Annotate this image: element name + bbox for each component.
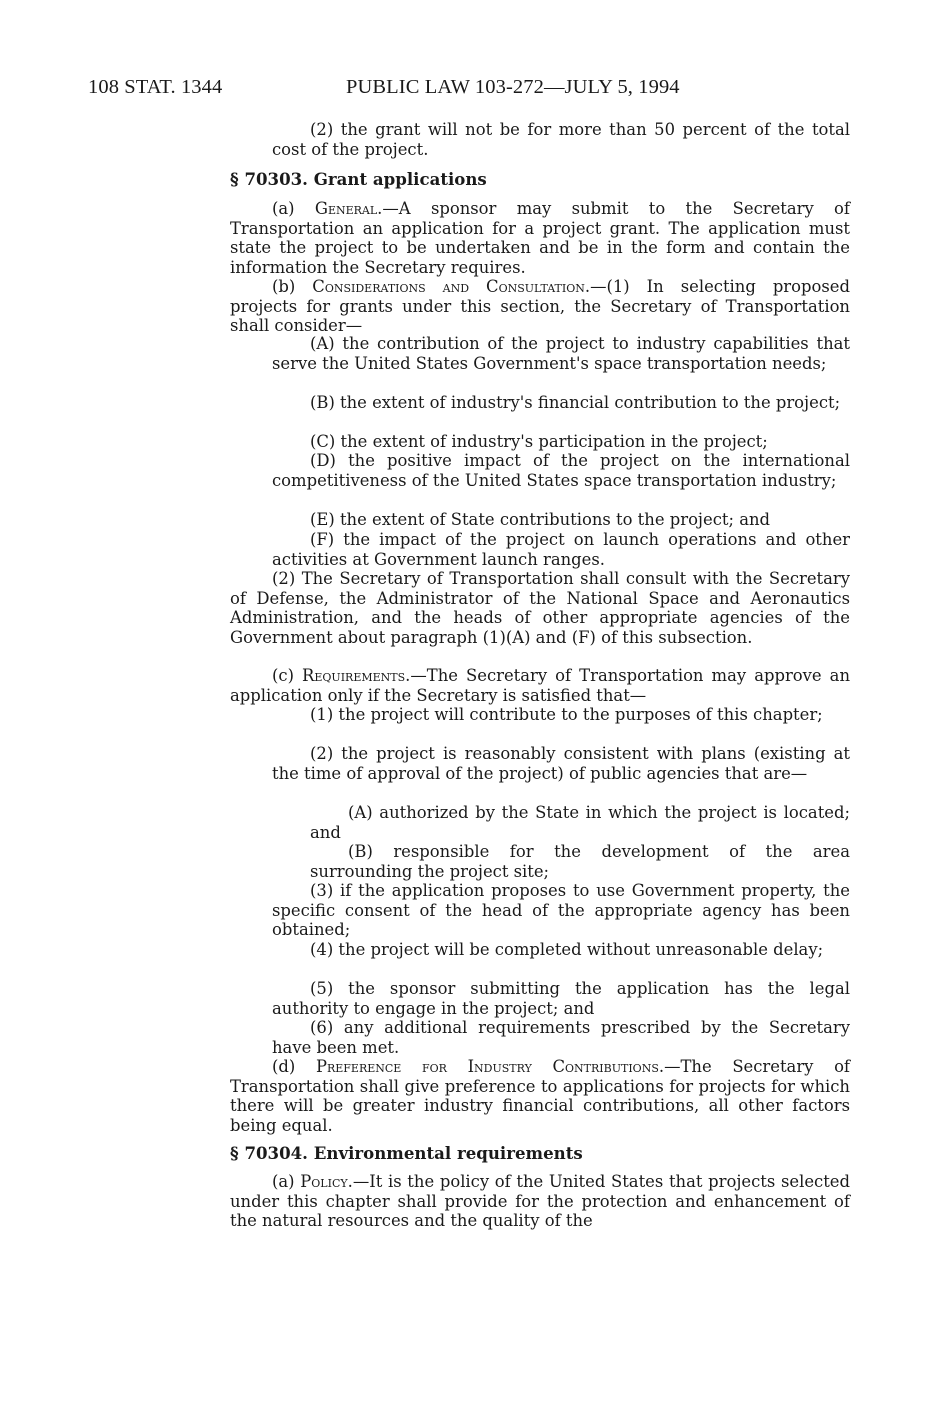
- clause-E: (E) the extent of State contributions to the project; and: [310, 510, 771, 529]
- subsection-lead: (c): [272, 666, 303, 685]
- subsection-lead: (a): [272, 199, 315, 218]
- subsection-caption: Requirements.: [302, 666, 411, 685]
- requirement-2B: (B) responsible for the development of the area surrounding the project site;: [310, 842, 850, 881]
- clause-B: (B) the extent of industry's financial contribution to the project;: [310, 393, 841, 412]
- requirement-4: (4) the project will be completed without unreasonable delay;: [310, 940, 824, 959]
- requirement-6: (6) any additional requirements prescribed by the Secretary have been met.: [272, 1018, 850, 1057]
- section-heading-70304: § 70304. Environmental requirements: [230, 1143, 583, 1163]
- subsection-caption: Policy.: [300, 1172, 353, 1191]
- clause-D: (D) the positive impact of the project on the international competitiveness of the United States space transportation industry;: [272, 451, 850, 490]
- subsection-c-requirements: [230, 666, 850, 705]
- requirement-2: (2) the project is reasonably consistent with plans (existing at the time of approval of the project) of public agencies that are—: [272, 744, 850, 783]
- subsection-b-considerations: [230, 277, 850, 336]
- running-title: PUBLIC LAW 103-272—JULY 5, 1994: [346, 76, 680, 98]
- subsection-lead: (d): [272, 1057, 316, 1076]
- clause-A: (A) the contribution of the project to industry capabilities that serve the United States Government's space transportation needs;: [272, 334, 850, 373]
- requirement-5: (5) the sponsor submitting the application has the legal authority to engage in the project; and: [272, 979, 850, 1018]
- clause-F: (F) the impact of the project on launch operations and other activities at Government launch ranges.: [272, 530, 850, 569]
- subsection-a-general: [230, 199, 850, 277]
- paragraph-consultation: (2) The Secretary of Transportation shall consult with the Secretary of Defense, the Administrator of the National Space and Aeronautics Administration, and the heads of other appropriate agencies of the Government about paragraph (1)(A) and (F) of this subsection.: [230, 569, 850, 647]
- subsection-d-preference: [230, 1057, 850, 1135]
- subsection-text: —A sponsor may submit to the Secretary of Transportation an application for a project grant. The application must state the project to be undertaken and be in the form and contain the information the Secretary requires.: [230, 199, 850, 277]
- page-reference: 108 STAT. 1344: [88, 76, 223, 98]
- subsection-text: —(1) In selecting proposed projects for grants under this section, the Secretary of Transportation shall consider—: [230, 277, 850, 336]
- subsection-text: —The Secretary of Transportation shall give preference to applications for projects for which there will be greater industry financial contributions, all other factors being equal.: [230, 1057, 850, 1135]
- paragraph-grant-limit: (2) the grant will not be for more than 50 percent of the total cost of the project.: [272, 120, 850, 159]
- subsection-lead: (b): [272, 277, 313, 296]
- requirement-2A: (A) authorized by the State in which the project is located; and: [310, 803, 850, 842]
- requirement-3: (3) if the application proposes to use Government property, the specific consent of the head of the appropriate agency has been obtained;: [272, 881, 850, 940]
- subsection-text: —The Secretary of Transportation may approve an application only if the Secretary is satisfied that—: [230, 666, 850, 705]
- subsection-caption: Considerations and Consultation.: [312, 277, 591, 296]
- subsection-caption: General.: [314, 199, 383, 218]
- subsection-caption: Preference for Industry Contributions.: [315, 1057, 665, 1076]
- requirement-1: (1) the project will contribute to the purposes of this chapter;: [310, 705, 823, 724]
- section-heading-70303: § 70303. Grant applications: [230, 169, 487, 189]
- subsection-a-policy: [230, 1172, 850, 1231]
- subsection-lead: (a): [272, 1172, 301, 1191]
- subsection-text: —It is the policy of the United States that projects selected under this chapter shall provide for the protection and enhancement of the natural resources and the quality of the: [230, 1172, 850, 1231]
- clause-C: (C) the extent of industry's participation in the project;: [310, 432, 768, 451]
